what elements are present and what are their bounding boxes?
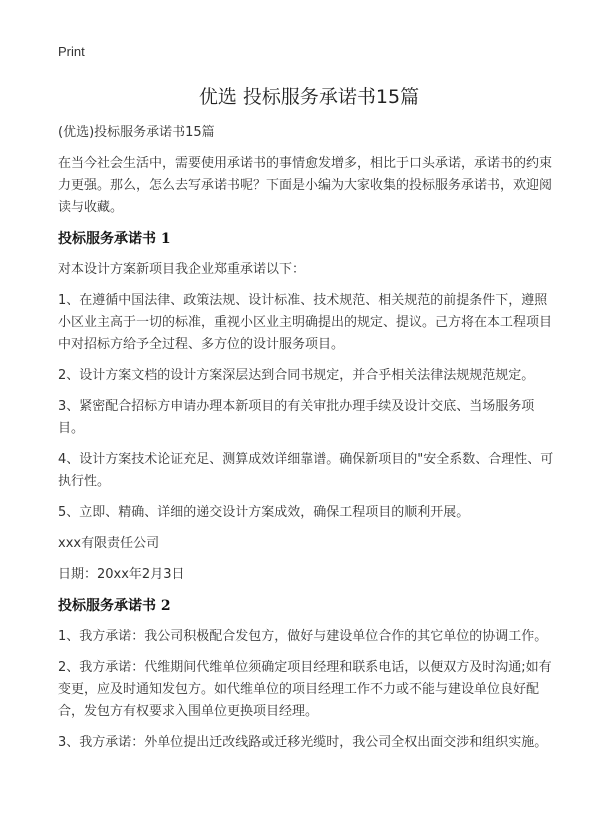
section-1-item: 2、设计方案文档的设计方案深层达到合同书规定，并合乎相关法律法规规范规定。 xyxy=(58,368,535,383)
section-2-item: 3、我方承诺：外单位提出迁改线路或迁移光缆时，我公司全权出面交涉和组织实施。 xyxy=(58,735,548,750)
section-1-heading: 投标服务承诺书 1 xyxy=(58,231,171,247)
section-2-heading: 投标服务承诺书 2 xyxy=(58,598,171,614)
document-date: 日期：20xx年2月3日 xyxy=(58,567,185,582)
section-1-item: 4、设计方案技术论证充足、测算成效详细靠谱。确保新项目的"安全系数、合理性、可执行性。 xyxy=(58,452,554,489)
section-1-item: 3、紧密配合招标方申请办理本新项目的有关审批办理手续及设计交底、当场服务项目。 xyxy=(58,399,535,436)
document-title: 优选 投标服务承诺书15篇 xyxy=(198,86,420,108)
document-subtitle: (优选)投标服务承诺书15篇 xyxy=(58,125,215,140)
section-1-item: 1、在遵循中国法律、政策法规、设计标准、技术规范、相关规范的前提条件下，遵照小区业主高于一切的标准，重视小区业主明确提出的规定、提议。己方将在本工程项目中对招标方给予全过程、多方位的设计服务项目。 xyxy=(58,293,553,352)
section-1-lead: 对本设计方案新项目我企业郑重承诺以下： xyxy=(58,262,306,277)
section-2-item: 1、我方承诺：我公司积极配合发包方，做好与建设单位合作的其它单位的协调工作。 xyxy=(58,629,548,644)
intro-paragraph: 在当今社会生活中，需要使用承诺书的事情愈发增多，相比于口头承诺，承诺书的约束力更强。那么，怎么去写承诺书呢？下面是小编为大家收集的投标服务承诺书，欢迎阅读与收藏。 xyxy=(58,156,553,215)
print-label[interactable]: Print xyxy=(58,44,85,59)
section-1-item: 5、立即、精确、详细的递交设计方案成效，确保工程项目的顺利开展。 xyxy=(58,505,470,520)
section-2-item: 2、我方承诺：代维期间代维单位须确定项目经理和联系电话，以便双方及时沟通;如有变更，应及时通知发包方。如代维单位的项目经理工作不力或不能与建设单位良好配合，发包方有权要求入围单位更换项目经理。 xyxy=(58,660,552,719)
company-name: xxx有限责任公司 xyxy=(58,536,160,551)
